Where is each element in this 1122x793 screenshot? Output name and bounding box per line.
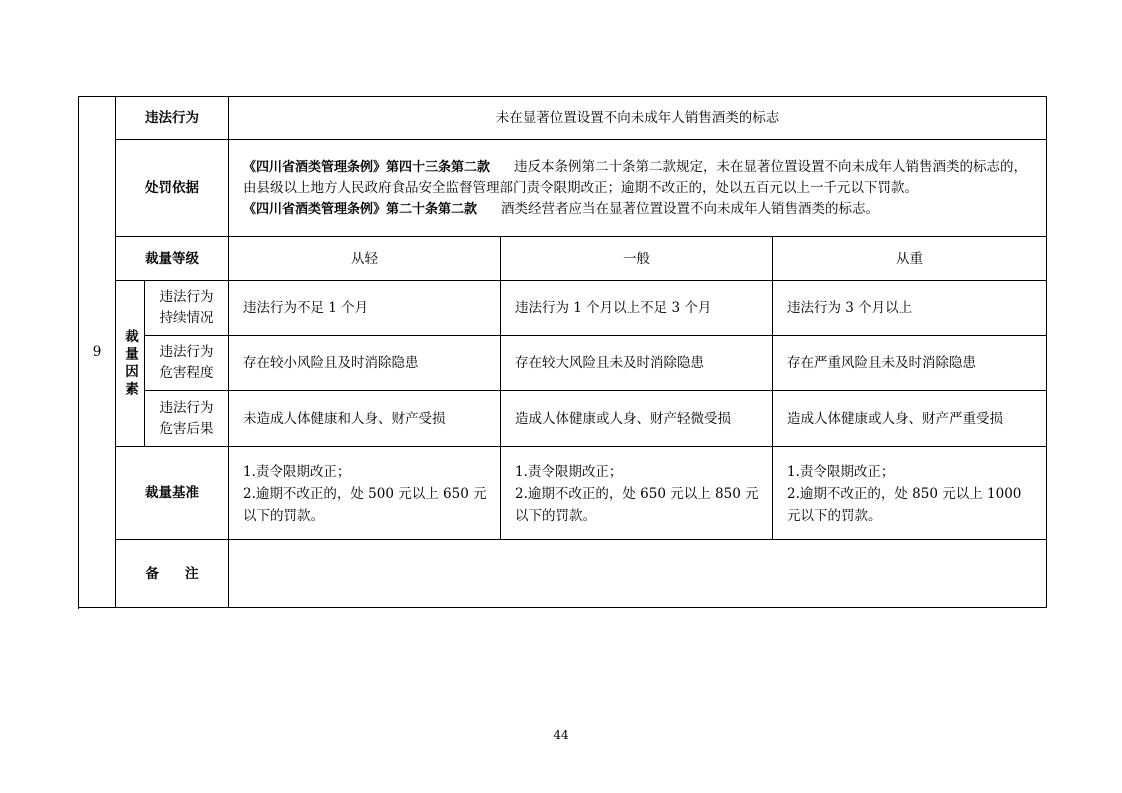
factor-heavy: 造成人体健康或人身、财产严重受损: [773, 391, 1047, 447]
factor-heavy: 违法行为 3 个月以上: [773, 281, 1047, 336]
factor-label-line1: 违法行为: [159, 399, 214, 416]
standard-row: [79, 447, 1047, 540]
standard-heavy-line2: 2.逾期不改正的，处 850 元以上 1000 元以下的罚款。: [787, 486, 1022, 524]
remarks-text: [229, 540, 1047, 608]
basis-text: [229, 140, 1047, 237]
basis-paragraph-2: [243, 199, 1032, 220]
level-light: 从轻: [229, 237, 501, 281]
remarks-label-part1: 备: [145, 565, 159, 582]
factor-light: 未造成人体健康和人身、财产受损: [229, 391, 501, 447]
standard-label: 裁量基准: [116, 447, 229, 540]
levels-label: 裁量等级: [116, 237, 229, 281]
factor-normal: 造成人体健康或人身、财产轻微受损: [501, 391, 773, 447]
page-number: 44: [553, 728, 569, 742]
violation-label: 违法行为: [116, 97, 229, 140]
remarks-label: [116, 540, 229, 608]
standard-light-line1: 1.责令限期改正；: [243, 464, 351, 480]
factor-light: 违法行为不足 1 个月: [229, 281, 501, 336]
basis-label: 处罚依据: [116, 140, 229, 237]
factor-label-line1: 违法行为: [159, 344, 214, 360]
remarks-label-part2: 注: [185, 565, 199, 582]
level-normal: 一般: [501, 237, 773, 281]
basis-row: [79, 140, 1047, 237]
factor-label: [145, 336, 229, 391]
basis-text-2: 酒类经营者应当在显著位置设置不向未成年人销售酒类的标志。: [501, 200, 880, 217]
factors-group-label: [116, 281, 145, 447]
factor-normal: 违法行为 1 个月以上不足 3 个月: [501, 281, 773, 336]
item-number: 9: [79, 97, 116, 608]
violation-row: [79, 97, 1047, 140]
basis-ref-2: 《四川省酒类管理条例》第二十条第二款: [243, 201, 478, 217]
factor-row: [79, 281, 1047, 336]
factor-label: [145, 391, 229, 447]
factor-heavy: 存在严重风险且未及时消除隐患: [773, 336, 1047, 391]
factor-normal: 存在较大风险且未及时消除隐患: [501, 336, 773, 391]
factor-light: 存在较小风险且及时消除隐患: [229, 336, 501, 391]
basis-paragraph-1: [243, 157, 1032, 199]
standard-light: [229, 447, 501, 540]
factor-label-line2: 持续情况: [159, 310, 214, 326]
discretion-table-sheet: [78, 96, 1046, 609]
standard-light-line2: 2.逾期不改正的，处 500 元以上 650 元以下的罚款。: [243, 486, 487, 524]
standard-normal-line2: 2.逾期不改正的，处 650 元以上 850 元以下的罚款。: [515, 486, 759, 524]
factor-label-line2: 危害后果: [159, 420, 214, 437]
level-heavy: 从重: [773, 237, 1047, 281]
remarks-row: [79, 540, 1047, 608]
standard-heavy: [773, 447, 1047, 540]
basis-text-1: 违反本条例第二十条第二款规定，未在显著位置设置不向未成年人销售酒类的标志的，由县级以上地方人民政府食品安全监督管理部门责令限期改正；逾期不改正的，处以五百元以上一千元以下罚款。: [243, 158, 1028, 196]
basis-ref-1: 《四川省酒类管理条例》第四十三条第二款: [243, 159, 491, 175]
standard-normal-line1: 1.责令限期改正；: [515, 464, 623, 480]
standard-heavy-line1: 1.责令限期改正；: [787, 464, 895, 480]
factor-row: [79, 336, 1047, 391]
factor-label-line2: 危害程度: [159, 365, 214, 381]
factor-label: [145, 281, 229, 336]
standard-normal: [501, 447, 773, 540]
factor-row: [79, 391, 1047, 447]
factors-group-text: 裁量因素: [122, 328, 138, 399]
violation-text: 未在显著位置设置不向未成年人销售酒类的标志: [229, 97, 1047, 140]
discretion-table: [78, 96, 1047, 608]
levels-row: [79, 237, 1047, 281]
factor-label-line1: 违法行为: [159, 289, 214, 305]
